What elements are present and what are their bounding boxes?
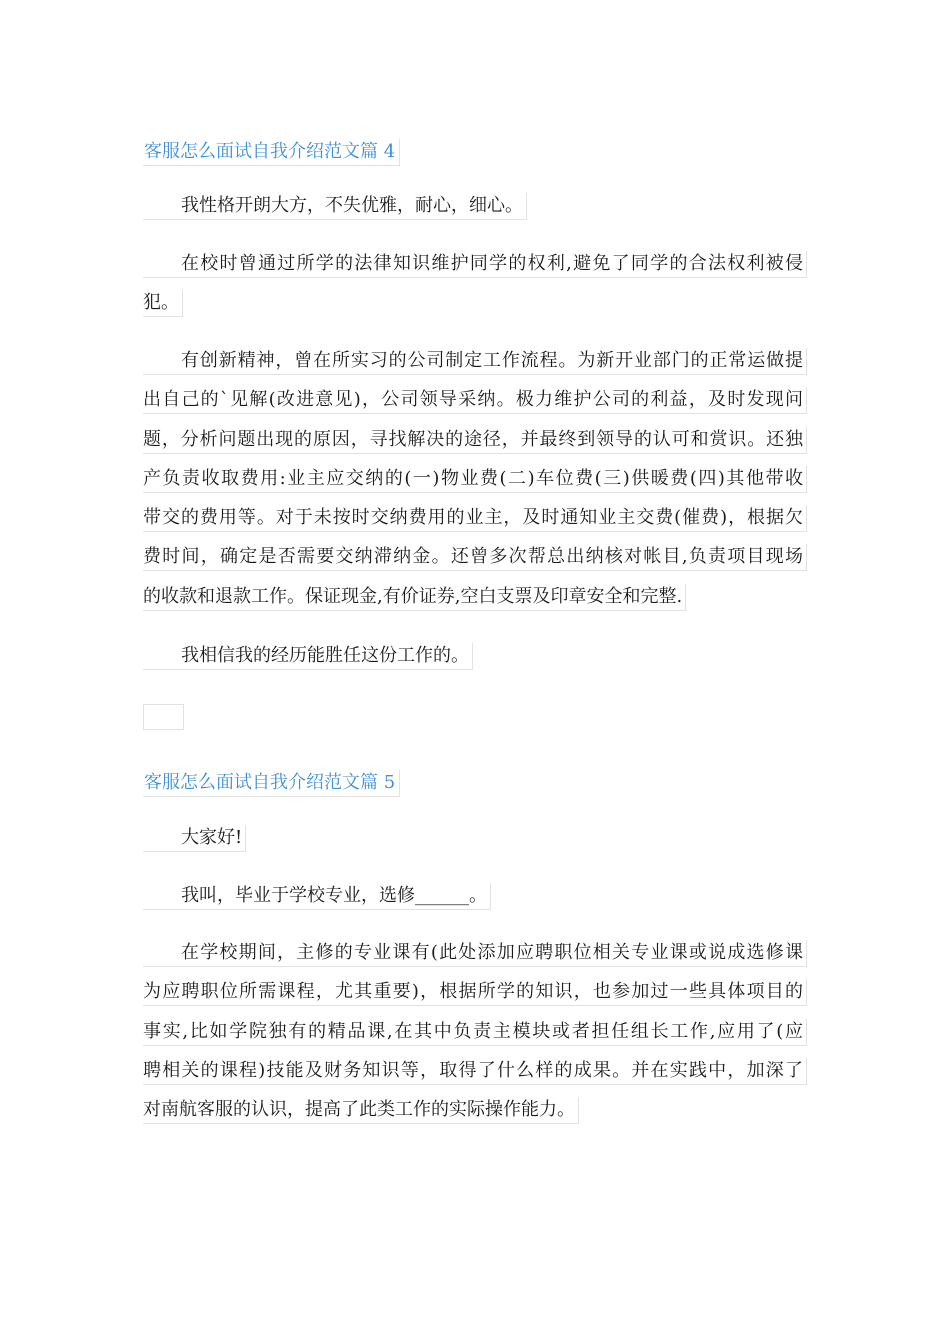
text-line: 有创新精神，曾在所实习的公司制定工作流程。为新开业部门的正常运做提 <box>143 348 807 375</box>
text-line: 的收款和退款工作。保证现金,有价证券,空白支票及印章安全和完整. <box>143 584 686 611</box>
text-line: 为应聘职位所需课程，尤其重要)，根据所学的知识，也参加过一些具体项目的 <box>143 979 807 1006</box>
text-line: 聘相关的课程)技能及财务知识等，取得了什么样的成果。并在实践中，加深了 <box>143 1058 807 1085</box>
text-line: 出自己的`见解(改进意见)，公司领导采纳。极力维护公司的利益，及时发现问 <box>143 387 807 414</box>
text-line: 带交的费用等。对于未按时交纳费用的业主，及时通知业主交费(催费)，根据欠 <box>143 505 807 532</box>
text-line: 事实,比如学院独有的精品课,在其中负责主模块或者担任组长工作,应用了(应 <box>143 1019 807 1046</box>
text-line: 在学校期间，主修的专业课有(此处添加应聘职位相关专业课或说成选修课 <box>143 940 807 967</box>
text-line: 在校时曾通过所学的法律知识维护同学的权利,避免了同学的合法权利被侵 <box>143 251 807 278</box>
section-4-heading: 客服怎么面试自我介绍范文篇 4 <box>143 139 400 166</box>
section-4-paragraph-2 <box>143 241 807 320</box>
text-line: 犯。 <box>143 290 183 317</box>
text-line: 费时间，确定是否需要交纳滞纳金。还曾多次帮总出纳核对帐目,负责项目现场 <box>143 544 807 571</box>
text-line: 产负责收取费用:业主应交纳的(一)物业费(二)车位费(三)供暖费(四)其他带收 <box>143 466 807 493</box>
section-5-paragraph-3 <box>143 930 807 1126</box>
section-5-paragraph-2 <box>143 873 807 912</box>
section-4-paragraph-4 <box>143 633 807 672</box>
text-line: 我叫，毕业于学校专业，选修______。 <box>143 883 491 910</box>
section-5-heading: 客服怎么面试自我介绍范文篇 5 <box>143 770 400 797</box>
text-line: 我相信我的经历能胜任这份工作的。 <box>143 643 473 670</box>
section-5-paragraph-1 <box>143 815 807 854</box>
text-line: 我性格开朗大方，不失优雅，耐心，细心。 <box>143 193 527 220</box>
empty-text-box <box>143 704 184 730</box>
text-line: 大家好! <box>143 825 246 852</box>
section-4-paragraph-1 <box>143 183 807 222</box>
text-line: 对南航客服的认识，提高了此类工作的实际操作能力。 <box>143 1097 579 1124</box>
section-4-paragraph-3 <box>143 338 807 613</box>
text-line: 题，分析问题出现的原因，寻找解决的途径，并最终到领导的认可和赏识。还独 <box>143 427 807 454</box>
